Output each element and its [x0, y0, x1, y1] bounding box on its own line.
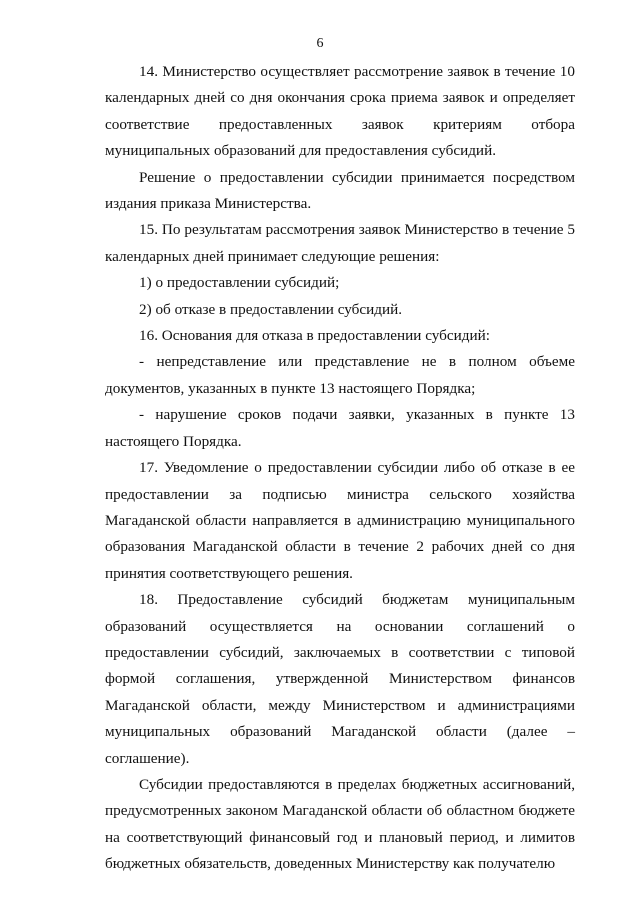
paragraph-18: 18. Предоставление субсидий бюджетам муниципальным образований осуществляется на основании соглашений о предоставлении субсидий, заключаемых в соответствии с типовой формой соглашения, утвержденной Министерством финансов Магаданской области, между Министерством и администрациями муниципальных образований Магаданской области (далее – соглашение). — [105, 591, 575, 767]
paragraph-16: 16. Основания для отказа в предоставлении субсидий: — [139, 327, 490, 345]
paragraph-17: 17. Уведомление о предоставлении субсидии либо об отказе в ее предоставлении за подписью министра сельского хозяйства Магаданской области направляется в администрацию муниципального образования Магаданской области в течение 2 рабочих дней со дня принятия соответствующего решения. — [105, 459, 575, 582]
page-number: 6 — [316, 36, 324, 51]
list-item-dash-1: - непредставление или представление не в полном объеме документов, указанных в пункте 13 настоящего Порядка; — [105, 353, 575, 397]
list-item-dash-2: - нарушение сроков подачи заявки, указанных в пункте 13 настоящего Порядка. — [105, 406, 575, 450]
paragraph-14: 14. Министерство осуществляет рассмотрение заявок в течение 10 календарных дней со дня окончания срока приема заявок и определяет соответствие предоставленных заявок критериям отбора муниципальных образований для предоставления субсидий. — [105, 63, 575, 160]
paragraph-subsidies: Субсидии предоставляются в пределах бюджетных ассигнований, предусмотренных законом Магаданской области об областном бюджете на соответствующий финансовый год и плановый период, и лимитов бюджетных обязательств, доведенных Министерству как получателю — [105, 775, 575, 873]
list-item-2: 2) об отказе в предоставлении субсидий. — [139, 300, 403, 318]
document-body — [105, 59, 575, 878]
paragraph-15: 15. По результатам рассмотрения заявок Министерство в течение 5 календарных дней принимает следующие решения: — [105, 221, 575, 265]
list-item-1: 1) о предоставлении субсидий; — [139, 274, 340, 292]
paragraph-decision: Решение о предоставлении субсидии принимается посредством издания приказа Министерства. — [105, 168, 575, 213]
